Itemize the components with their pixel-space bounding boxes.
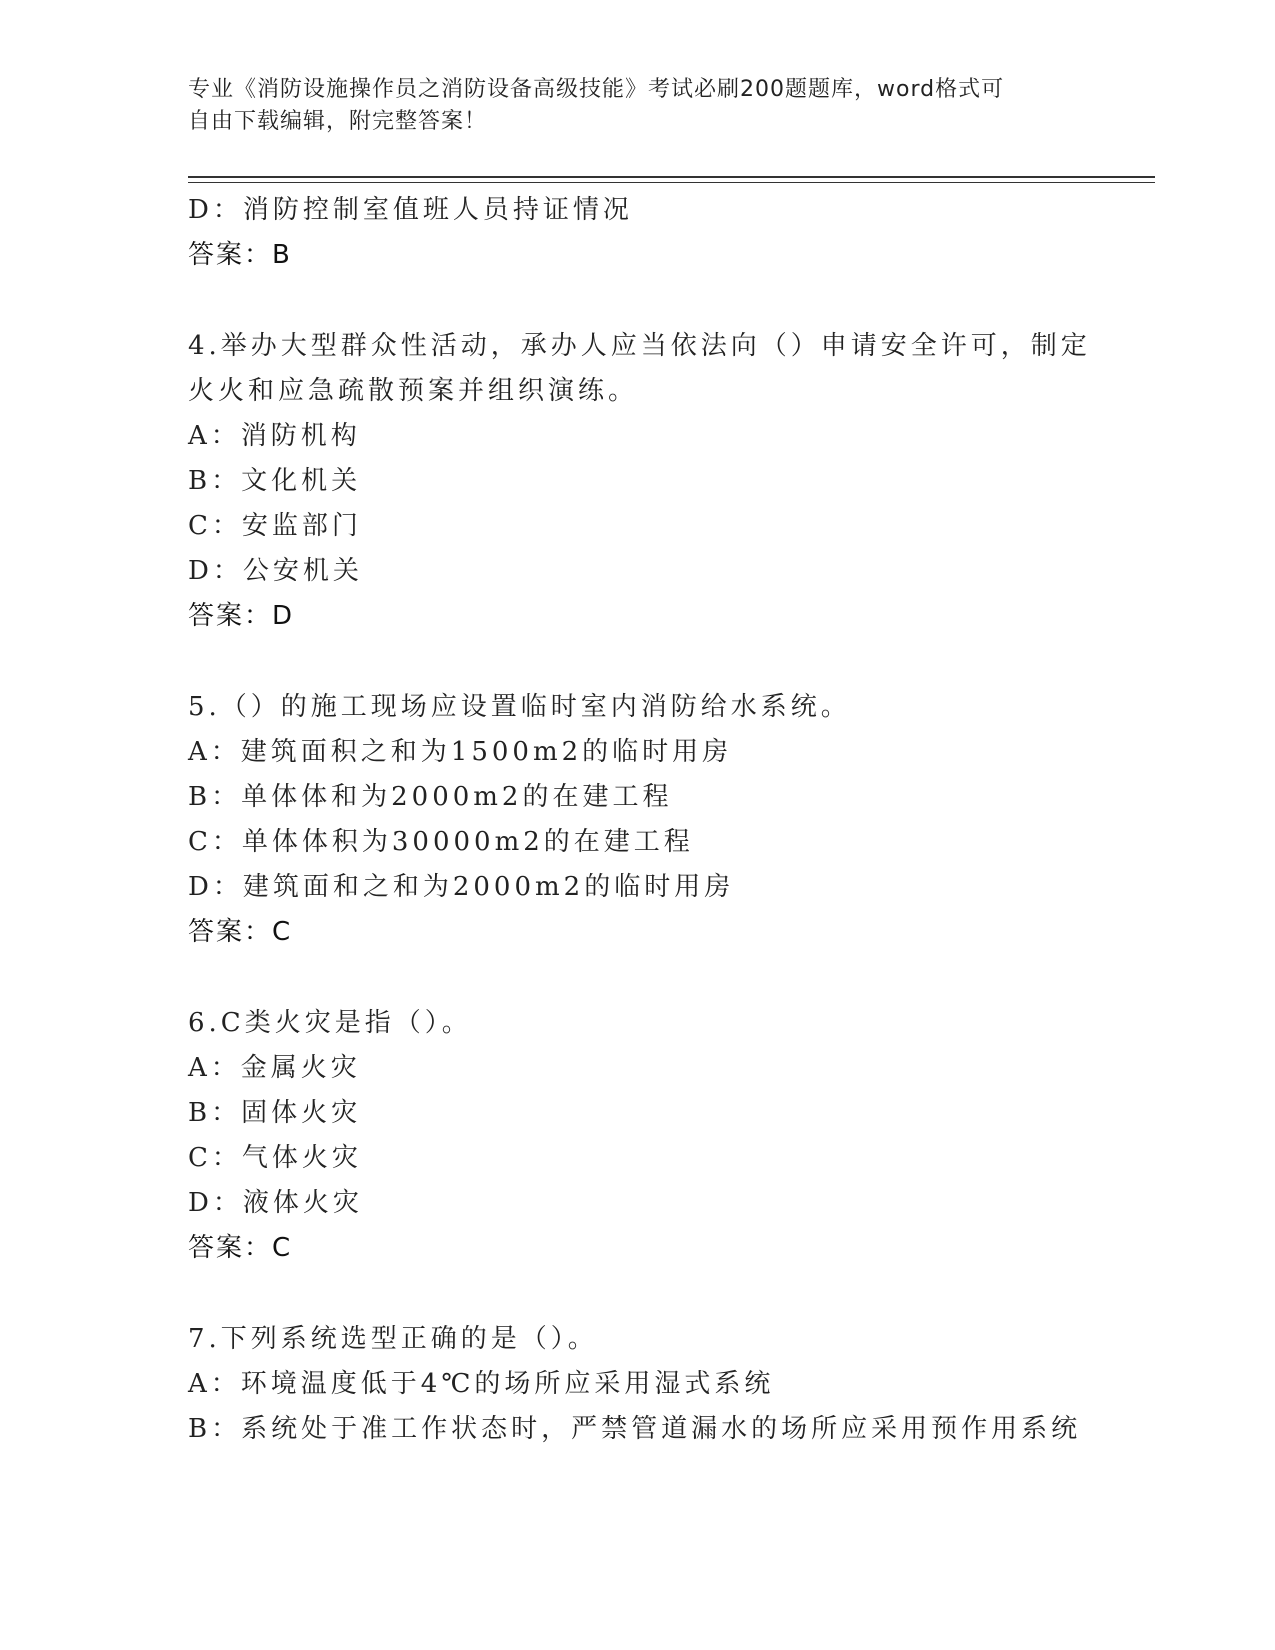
answer-line: 答案：C xyxy=(188,1233,293,1263)
option-a: A：建筑面积之和为1500m2的临时用房 xyxy=(188,737,733,767)
option-d: D：建筑面和之和为2000m2的临时用房 xyxy=(188,872,735,902)
option-d: D：公安机关 xyxy=(188,556,363,586)
option-a: A：消防机构 xyxy=(188,421,361,451)
header-divider-thin xyxy=(188,182,1155,183)
header-line-1: 专业《消防设施操作员之消防设备高级技能》考试必刷200题题库，word格式可 xyxy=(188,77,1005,102)
answer-line: 答案：C xyxy=(188,917,293,947)
question-stem: 7.下列系统选型正确的是（）。 xyxy=(188,1324,598,1354)
question-3-tail xyxy=(188,188,1148,278)
question-list xyxy=(188,188,1148,1452)
spacer xyxy=(188,278,1148,324)
question-stem: 6.C类火灾是指（）。 xyxy=(188,1008,472,1038)
question-stem-cont: 火火和应急疏散预案并组织演练。 xyxy=(188,376,639,406)
document-header xyxy=(188,74,1088,138)
option-d: D：液体火灾 xyxy=(188,1188,363,1218)
question-6 xyxy=(188,1001,1148,1271)
question-stem: 4.举办大型群众性活动，承办人应当依法向（）申请安全许可，制定 xyxy=(188,331,1091,361)
option-d: D：消防控制室值班人员持证情况 xyxy=(188,195,633,225)
option-b: B：单体体和为2000m2的在建工程 xyxy=(188,782,673,812)
option-b: B：固体火灾 xyxy=(188,1098,362,1128)
option-b: B：文化机关 xyxy=(188,466,362,496)
spacer xyxy=(188,1271,1148,1317)
question-5 xyxy=(188,685,1148,955)
option-a: A：金属火灾 xyxy=(188,1053,361,1083)
header-divider-thick xyxy=(188,176,1155,178)
option-c: C：气体火灾 xyxy=(188,1143,362,1173)
question-stem: 5.（）的施工现场应设置临时室内消防给水系统。 xyxy=(188,692,851,722)
option-c: C：安监部门 xyxy=(188,511,362,541)
question-7 xyxy=(188,1317,1148,1452)
spacer xyxy=(188,955,1148,1001)
option-a: A：环境温度低于4℃的场所应采用湿式系统 xyxy=(188,1369,775,1399)
header-line-2: 自由下载编辑，附完整答案！ xyxy=(188,109,488,134)
spacer xyxy=(188,639,1148,685)
answer-line: 答案：B xyxy=(188,240,292,270)
question-4 xyxy=(188,324,1148,639)
answer-line: 答案：D xyxy=(188,601,295,631)
option-c: C：单体体积为30000m2的在建工程 xyxy=(188,827,694,857)
option-b: B：系统处于准工作状态时，严禁管道漏水的场所应采用预作用系统 xyxy=(188,1414,1082,1444)
